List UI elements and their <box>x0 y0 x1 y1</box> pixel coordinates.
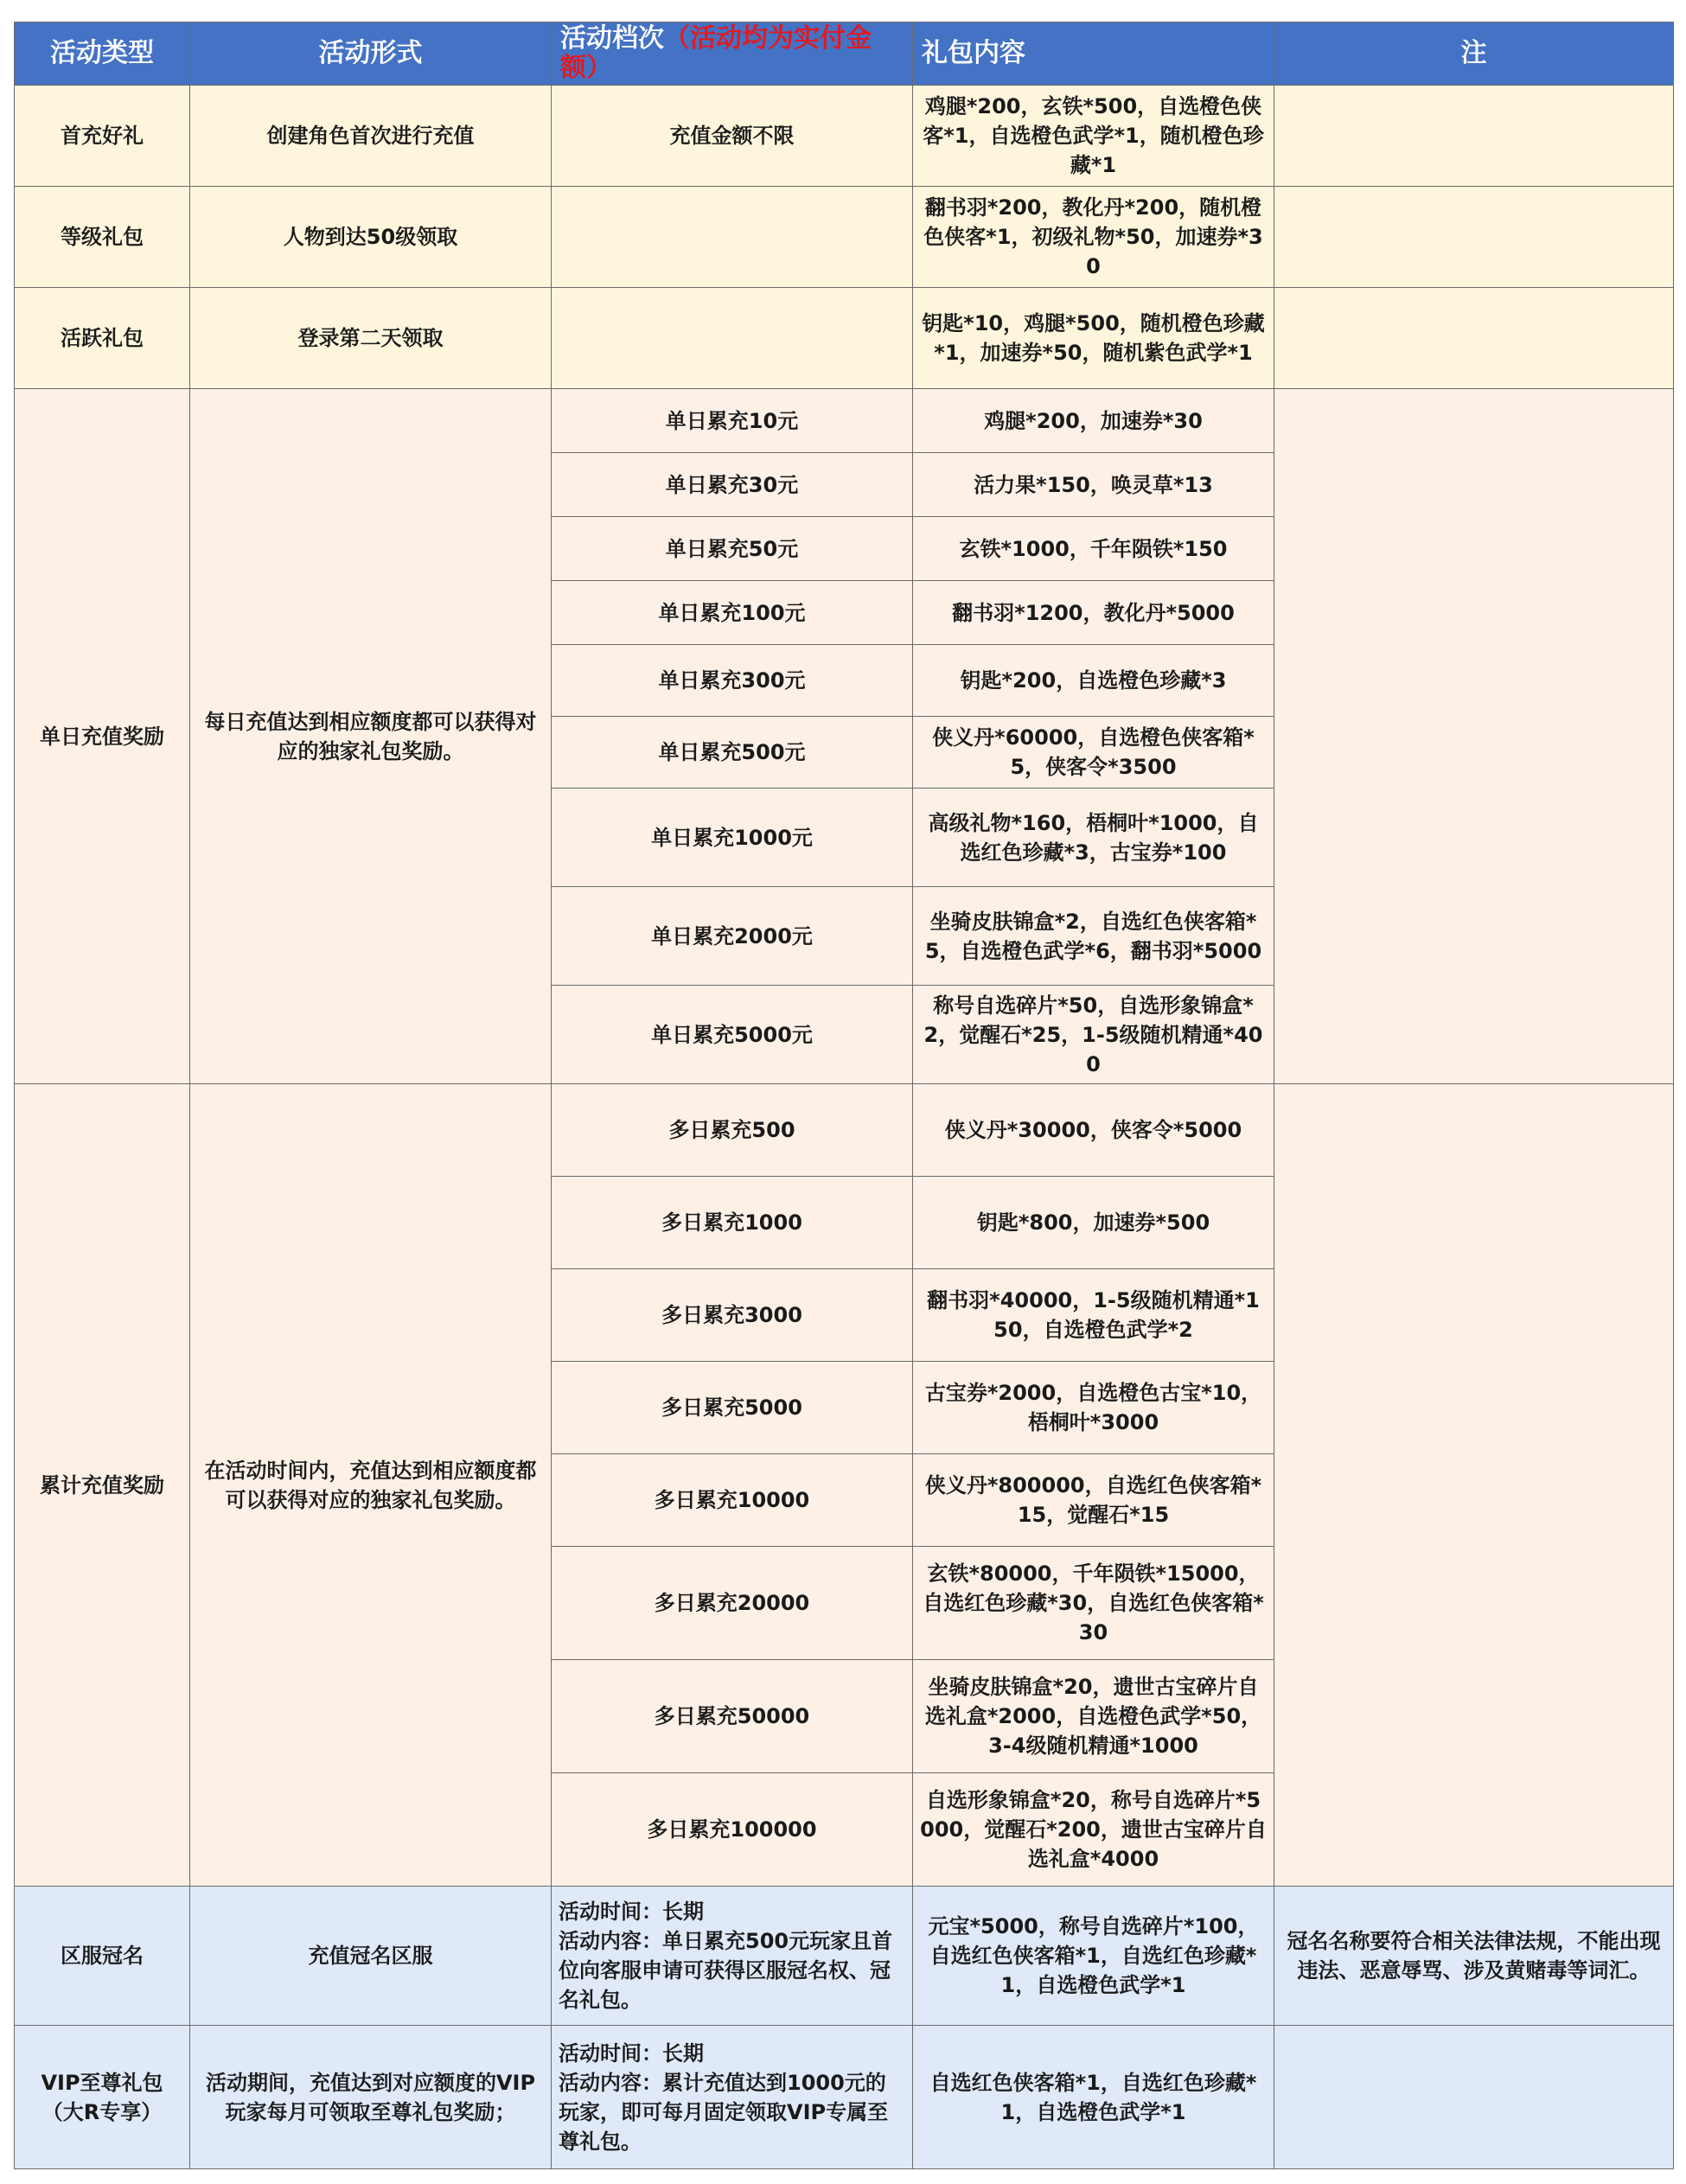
header-tier <box>552 22 913 86</box>
cell-content: 古宝券*2000，自选橙色古宝*10，梧桐叶*3000 <box>913 1362 1274 1454</box>
cell-form: 人物到达50级领取 <box>190 187 552 288</box>
cell-type: 单日充值奖励 <box>15 389 190 1084</box>
cell-content: 侠义丹*30000，侠客令*5000 <box>913 1084 1274 1177</box>
cell-tier: 活动时间：长期 活动内容：累计充值达到1000元的玩家，即可每月固定领取VIP专属至尊礼包。 <box>552 2026 913 2169</box>
cell-content: 鸡腿*200，加速券*30 <box>913 389 1274 453</box>
cell-form: 活动期间，充值达到对应额度的VIP玩家每月可领取至尊礼包奖励； <box>190 2026 552 2169</box>
cell-note <box>1274 389 1674 1084</box>
cell-tier: 多日累充50000 <box>552 1660 913 1773</box>
row-daily-1 <box>15 389 1674 453</box>
cell-content: 翻书羽*200，教化丹*200，随机橙色侠客*1，初级礼物*50，加速券*30 <box>913 187 1274 288</box>
row-first-recharge <box>15 86 1674 187</box>
cell-tier: 单日累充500元 <box>552 717 913 789</box>
cell-note <box>1274 2026 1674 2169</box>
cell-tier <box>552 288 913 389</box>
cell-type: VIP至尊礼包（大R专享） <box>15 2026 190 2169</box>
cell-form: 每日充值达到相应额度都可以获得对应的独家礼包奖励。 <box>190 389 552 1084</box>
cell-type: 等级礼包 <box>15 187 190 288</box>
cell-tier: 多日累充20000 <box>552 1547 913 1660</box>
cell-content: 元宝*5000，称号自选碎片*100，自选红色侠客箱*1，自选红色珍藏*1，自选橙色武学*1 <box>913 1887 1274 2026</box>
cell-content: 钥匙*10，鸡腿*500，随机橙色珍藏*1，加速券*50，随机紫色武学*1 <box>913 288 1274 389</box>
cell-content: 自选红色侠客箱*1，自选红色珍藏*1，自选橙色武学*1 <box>913 2026 1274 2169</box>
cell-tier: 多日累充10000 <box>552 1454 913 1547</box>
header-row <box>15 22 1674 86</box>
reward-table <box>14 22 1674 2169</box>
cell-tier: 单日累充50元 <box>552 517 913 581</box>
cell-form: 在活动时间内，充值达到相应额度都可以获得对应的独家礼包奖励。 <box>190 1084 552 1887</box>
cell-note: 冠名名称要符合相关法律法规，不能出现违法、恶意辱骂、涉及黄赌毒等词汇。 <box>1274 1887 1674 2026</box>
cell-content: 翻书羽*40000，1-5级随机精通*150，自选橙色武学*2 <box>913 1269 1274 1362</box>
cell-content: 鸡腿*200，玄铁*500，自选橙色侠客*1，自选橙色武学*1，随机橙色珍藏*1 <box>913 86 1274 187</box>
cell-content: 坐骑皮肤锦盒*2，自选红色侠客箱*5，自选橙色武学*6，翻书羽*5000 <box>913 887 1274 986</box>
cell-tier: 多日累充1000 <box>552 1177 913 1269</box>
cell-type: 累计充值奖励 <box>15 1084 190 1887</box>
cell-tier: 单日累充100元 <box>552 581 913 645</box>
header-form: 活动形式 <box>190 22 552 86</box>
cell-note <box>1274 86 1674 187</box>
cell-content: 侠义丹*60000，自选橙色侠客箱*5，侠客令*3500 <box>913 717 1274 789</box>
cell-form: 充值冠名区服 <box>190 1887 552 2026</box>
cell-tier: 单日累充30元 <box>552 453 913 517</box>
cell-type: 区服冠名 <box>15 1887 190 2026</box>
cell-tier: 多日累充3000 <box>552 1269 913 1362</box>
header-content: 礼包内容 <box>913 22 1274 86</box>
cell-note <box>1274 288 1674 389</box>
cell-tier: 单日累充300元 <box>552 645 913 717</box>
cell-content: 活力果*150，唤灵草*13 <box>913 453 1274 517</box>
cell-tier: 单日累充5000元 <box>552 986 913 1084</box>
cell-content: 坐骑皮肤锦盒*20，遗世古宝碎片自选礼盒*2000，自选橙色武学*50，3-4级随机精通*1000 <box>913 1660 1274 1773</box>
cell-form: 登录第二天领取 <box>190 288 552 389</box>
cell-tier: 单日累充2000元 <box>552 887 913 986</box>
header-type: 活动类型 <box>15 22 190 86</box>
header-note: 注 <box>1274 22 1674 86</box>
cell-content: 钥匙*200，自选橙色珍藏*3 <box>913 645 1274 717</box>
cell-note <box>1274 1084 1674 1887</box>
row-active-pack <box>15 288 1674 389</box>
row-level-pack <box>15 187 1674 288</box>
cell-tier: 充值金额不限 <box>552 86 913 187</box>
cell-content: 翻书羽*1200，教化丹*5000 <box>913 581 1274 645</box>
cell-content: 称号自选碎片*50，自选形象锦盒*2，觉醒石*25，1-5级随机精通*400 <box>913 986 1274 1084</box>
cell-tier <box>552 187 913 288</box>
header-tier-label: 活动档次 <box>560 23 664 54</box>
cell-tier: 多日累充500 <box>552 1084 913 1177</box>
row-cumulative-1 <box>15 1084 1674 1177</box>
cell-note <box>1274 187 1674 288</box>
cell-type: 活跃礼包 <box>15 288 190 389</box>
cell-content: 玄铁*80000，千年陨铁*15000，自选红色珍藏*30，自选红色侠客箱*30 <box>913 1547 1274 1660</box>
row-server-name <box>15 1887 1674 2026</box>
cell-tier: 多日累充5000 <box>552 1362 913 1454</box>
cell-tier: 活动时间：长期 活动内容：单日累充500元玩家且首位向客服申请可获得区服冠名权、冠名礼包。 <box>552 1887 913 2026</box>
header-tier-note: （活动均为实付金额） <box>560 23 872 83</box>
cell-content: 玄铁*1000，千年陨铁*150 <box>913 517 1274 581</box>
cell-form: 创建角色首次进行充值 <box>190 86 552 187</box>
cell-content: 自选形象锦盒*20，称号自选碎片*5000，觉醒石*200，遗世古宝碎片自选礼盒*4000 <box>913 1773 1274 1887</box>
cell-content: 高级礼物*160，梧桐叶*1000，自选红色珍藏*3，古宝券*100 <box>913 789 1274 887</box>
cell-tier: 单日累充1000元 <box>552 789 913 887</box>
row-vip <box>15 2026 1674 2169</box>
cell-content: 钥匙*800，加速券*500 <box>913 1177 1274 1269</box>
cell-tier: 单日累充10元 <box>552 389 913 453</box>
cell-content: 侠义丹*800000，自选红色侠客箱*15，觉醒石*15 <box>913 1454 1274 1547</box>
cell-type: 首充好礼 <box>15 86 190 187</box>
cell-tier: 多日累充100000 <box>552 1773 913 1887</box>
